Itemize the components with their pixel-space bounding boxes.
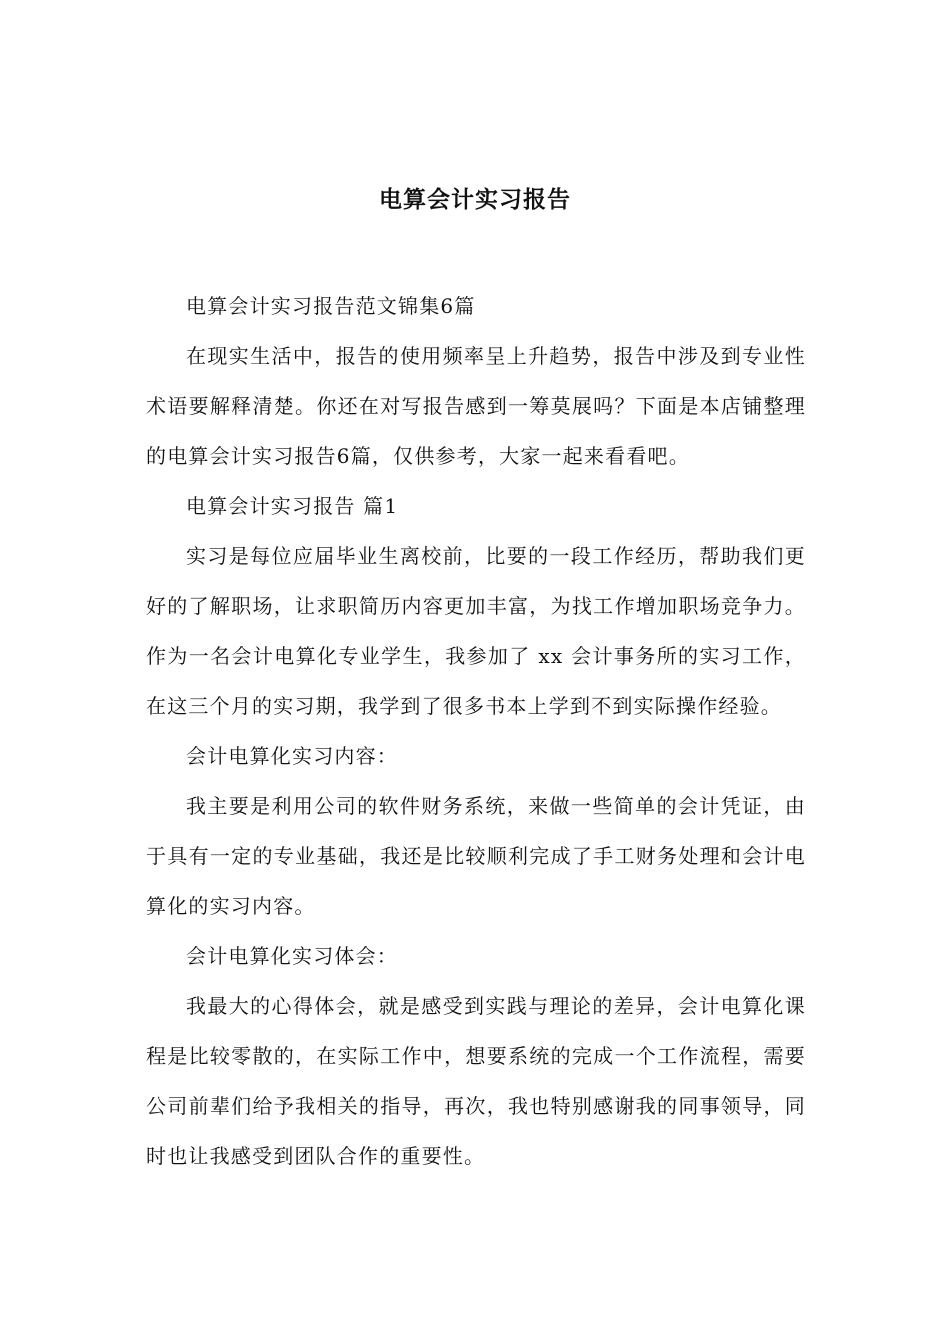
paragraph-intro: 在现实生活中，报告的使用频率呈上升趋势，报告中涉及到专业性术语要解释清楚。你还在对写报告感到一筹莫展吗？下面是本店铺整理的电算会计实习报告6篇，仅供参考，大家一起来看看吧。 (146, 344, 806, 468)
document-title: 电算会计实习报告 (379, 186, 571, 213)
document-body (146, 281, 806, 1181)
paragraph-internship: 实习是每位应届毕业生离校前，比要的一段工作经历，帮助我们更好的了解职场，让求职简历内容更加丰富，为找工作增加职场竞争力。作为一名会计电算化专业学生，我参加了 xx 会计事务所的实习工作，在这三个月的实习期，我学到了很多书本上学到不到实际操作经验。 (146, 544, 806, 718)
section-heading-content: 会计电算化实习内容： (186, 744, 398, 768)
paragraph-content: 我主要是利用公司的软件财务系统，来做一些简单的会计凭证，由于具有一定的专业基础，我还是比较顺利完成了手工财务处理和会计电算化的实习内容。 (146, 794, 806, 918)
paragraph-subtitle: 电算会计实习报告范文锦集6篇 (186, 294, 476, 318)
paragraph-experience: 我最大的心得体会，就是感受到实践与理论的差异，会计电算化课程是比较零散的，在实际工作中，想要系统的完成一个工作流程，需要公司前辈们给予我相关的指导，再次，我也特别感谢我的同事领导，同时也让我感受到团队合作的重要性。 (146, 994, 806, 1168)
section-heading-part1: 电算会计实习报告 篇1 (186, 494, 399, 518)
section-heading-experience: 会计电算化实习体会： (186, 944, 398, 968)
